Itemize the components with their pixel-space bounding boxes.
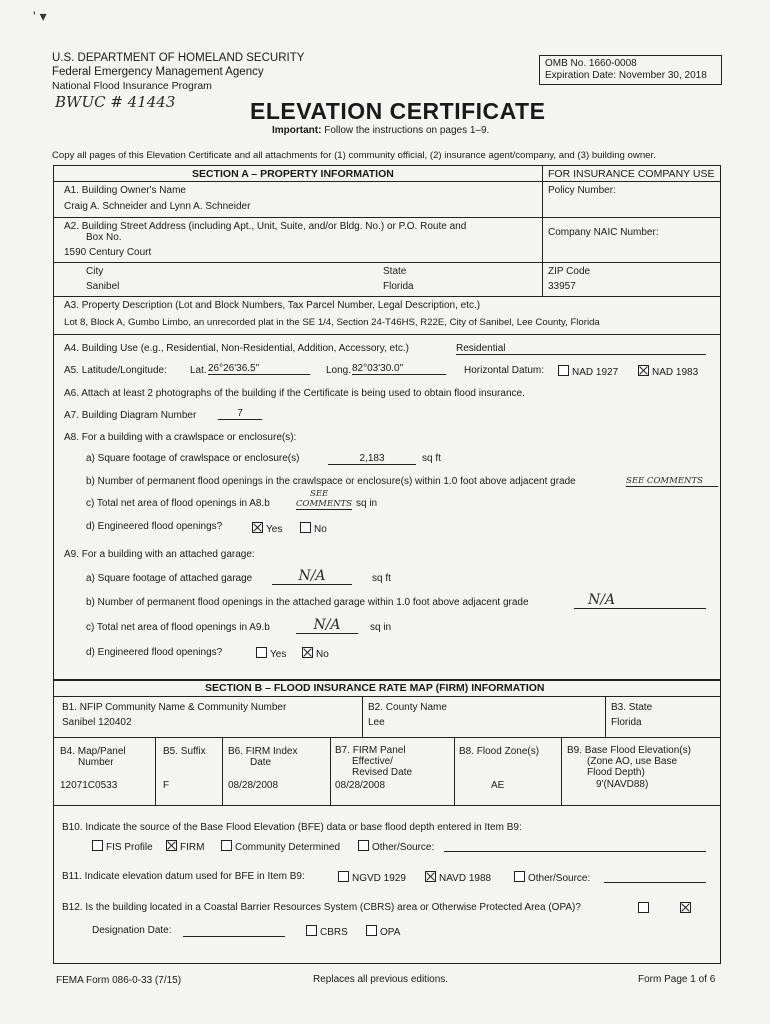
a8c-unit: sq in	[356, 498, 378, 509]
b5-value: F	[163, 780, 170, 791]
a9d-no-label: No	[316, 649, 329, 660]
section-b-heading: SECTION B – FLOOD INSURANCE RATE MAP (FIRM) INFORMATION	[205, 682, 545, 694]
handwritten-file-number: BWUC # 41443	[55, 93, 176, 111]
a8a-value: 2,183	[328, 453, 416, 465]
agency-line-3: National Flood Insurance Program	[52, 80, 212, 92]
b11-label: B11. Indicate elevation datum used for BFE in Item B9:	[62, 871, 305, 882]
a8d-yes-option[interactable]	[252, 522, 282, 535]
agency-line-1: U.S. DEPARTMENT OF HOMELAND SECURITY	[52, 52, 305, 64]
firm-label: FIRM	[180, 842, 205, 853]
a8d-yes-label: Yes	[266, 524, 283, 535]
city-label: City	[86, 266, 104, 277]
b12-no-checkbox[interactable]	[680, 902, 691, 913]
state-value: Florida	[383, 281, 414, 292]
navd1988-checkbox[interactable]	[425, 871, 436, 882]
b10-label: B10. Indicate the source of the Base Flood Elevation (BFE) data or base flood depth entered in Item B9:	[62, 822, 522, 833]
a8c-label: c) Total net area of flood openings in A8.b	[86, 498, 270, 509]
a6-label: A6. Attach at least 2 photographs of the building if the Certificate is being used to obtain flood insurance.	[64, 388, 525, 399]
b6-label-cont: Date	[250, 757, 272, 768]
b10-other-source-checkbox[interactable]	[358, 840, 369, 851]
a3-label: A3. Property Description (Lot and Block Numbers, Tax Parcel Number, Legal Description, etc.)	[64, 300, 481, 311]
a5-label: A5. Latitude/Longitude:	[64, 365, 167, 376]
agency-line-2: Federal Emergency Management Agency	[52, 66, 264, 78]
b4-value: 12071C0533	[60, 780, 118, 791]
b7-label-cont2: Revised Date	[352, 767, 413, 778]
a9b-label: b) Number of permanent flood openings in the attached garage within 1.0 foot above adjacent grade	[86, 597, 529, 608]
b12-yes-option[interactable]	[638, 902, 652, 915]
a9-label: A9. For a building with an attached garage:	[64, 549, 255, 560]
firm-checkbox[interactable]	[166, 840, 177, 851]
expiration-date: Expiration Date: November 30, 2018	[545, 70, 707, 81]
opa-checkbox[interactable]	[366, 925, 377, 936]
fis-profile-option[interactable]	[92, 840, 153, 853]
zip-value: 33957	[548, 281, 576, 292]
a9d-yes-checkbox[interactable]	[256, 647, 267, 658]
community-determined-checkbox[interactable]	[221, 840, 232, 851]
b3-value: Florida	[611, 717, 642, 728]
scan-mark: ' ▾	[33, 8, 47, 24]
b5-label: B5. Suffix	[163, 746, 206, 757]
long-label: Long.	[326, 365, 352, 376]
b9-label-cont2: Flood Depth)	[587, 767, 645, 778]
a9d-yes-label: Yes	[270, 649, 287, 660]
important-text: Follow the instructions on pages 1–9.	[324, 125, 490, 136]
b4-label: B4. Map/Panel	[60, 746, 126, 757]
important-label: Important:	[272, 125, 322, 136]
page-title: ELEVATION CERTIFICATE	[250, 98, 546, 124]
a2-value: 1590 Century Court	[64, 247, 152, 258]
a9d-no-option[interactable]	[302, 647, 329, 660]
omb-number: OMB No. 1660-0008	[545, 58, 637, 69]
b6-value: 08/28/2008	[228, 780, 279, 791]
opa-label: OPA	[380, 927, 401, 938]
b12-label: B12. Is the building located in a Coastal Barrier Resources System (CBRS) area or Otherwise Protected Area (OPA)?	[62, 902, 581, 913]
a7-label: A7. Building Diagram Number	[64, 410, 197, 421]
nad1983-option[interactable]	[638, 365, 698, 378]
b8-value: AE	[491, 780, 505, 791]
b9-value: 9'(NAVD88)	[596, 779, 649, 790]
b3-label: B3. State	[611, 702, 653, 713]
important-note	[272, 125, 489, 136]
long-value: 82°03'30.0"	[352, 363, 446, 375]
a1-value: Craig A. Schneider and Lynn A. Schneider	[64, 201, 251, 212]
naic-label: Company NAIC Number:	[548, 227, 659, 238]
b9-label-cont1: (Zone AO, use Base	[587, 756, 678, 767]
b11-other-source-field[interactable]	[604, 871, 706, 883]
a8d-yes-checkbox[interactable]	[252, 522, 263, 533]
opa-option[interactable]	[366, 925, 400, 938]
a8b-value: SEE COMMENTS	[626, 476, 718, 487]
a9d-no-checkbox[interactable]	[302, 647, 313, 658]
b9-label: B9. Base Flood Elevation(s)	[567, 745, 691, 756]
a9c-label: c) Total net area of flood openings in A9.b	[86, 622, 270, 633]
zip-label: ZIP Code	[548, 266, 591, 277]
replaces-note: Replaces all previous editions.	[313, 974, 449, 985]
a9c-unit: sq in	[370, 622, 392, 633]
copy-instructions: Copy all pages of this Elevation Certificate and all attachments for (1) community official, (2) insurance agent/company, and (3) building owner.	[52, 150, 656, 161]
a8d-no-label: No	[314, 524, 327, 535]
cbrs-option[interactable]	[306, 925, 348, 938]
b10-other-source-option[interactable]	[358, 840, 434, 853]
b11-other-source-checkbox[interactable]	[514, 871, 525, 882]
b12-no-option[interactable]	[680, 902, 694, 915]
page-number: Form Page 1 of 6	[638, 974, 716, 985]
a8a-label: a) Square footage of crawlspace or enclosure(s)	[86, 453, 300, 464]
cbrs-checkbox[interactable]	[306, 925, 317, 936]
a8d-label: d) Engineered flood openings?	[86, 521, 223, 532]
a9a-unit: sq ft	[372, 573, 391, 584]
nad1983-checkbox[interactable]	[638, 365, 649, 376]
a7-value: 7	[218, 408, 262, 420]
b11-other-source-label: Other/Source:	[528, 873, 591, 884]
a9c-value: N/A	[296, 617, 358, 634]
firm-option[interactable]	[166, 840, 204, 853]
a4-value: Residential	[456, 343, 706, 355]
fis-profile-label: FIS Profile	[106, 842, 153, 853]
nad1927-checkbox[interactable]	[558, 365, 569, 376]
community-determined-option[interactable]	[221, 840, 340, 853]
b7-value: 08/28/2008	[335, 780, 386, 791]
a8c-value-line2: COMMENTS	[296, 499, 353, 509]
a2-label-cont: Box No.	[86, 232, 122, 243]
b6-label: B6. FIRM Index	[228, 746, 298, 757]
insurance-company-heading: FOR INSURANCE COMPANY USE	[548, 168, 715, 180]
state-label: State	[383, 266, 407, 277]
designation-date-label: Designation Date:	[92, 925, 172, 936]
policy-number-label: Policy Number:	[548, 185, 616, 196]
a8d-no-checkbox[interactable]	[300, 522, 311, 533]
b1-label: B1. NFIP Community Name & Community Number	[62, 702, 287, 713]
community-determined-label: Community Determined	[235, 842, 341, 853]
b10-other-source-label: Other/Source:	[372, 842, 435, 853]
b7-label: B7. FIRM Panel	[335, 745, 406, 756]
a8a-unit: sq ft	[422, 453, 441, 464]
a8-label: A8. For a building with a crawlspace or enclosure(s):	[64, 432, 297, 443]
nad1927-option[interactable]	[558, 365, 618, 378]
form-number: FEMA Form 086-0-33 (7/15)	[56, 975, 182, 986]
fis-profile-checkbox[interactable]	[92, 840, 103, 851]
b12-yes-checkbox[interactable]	[638, 902, 649, 913]
ngvd1929-checkbox[interactable]	[338, 871, 349, 882]
lat-value: 26°26'36.5"	[208, 363, 310, 375]
lat-label: Lat.	[190, 365, 207, 376]
a9d-label: d) Engineered flood openings?	[86, 647, 223, 658]
navd1988-label: NAVD 1988	[439, 873, 492, 884]
ngvd1929-label: NGVD 1929	[352, 873, 406, 884]
b2-label: B2. County Name	[368, 702, 447, 713]
nad1983-label: NAD 1983	[652, 367, 699, 378]
a2-label: A2. Building Street Address (including Apt., Unit, Suite, and/or Bldg. No.) or P.O. Route and	[64, 221, 467, 232]
a9d-yes-option[interactable]	[256, 647, 286, 660]
horizontal-datum-label: Horizontal Datum:	[464, 365, 545, 376]
a4-label: A4. Building Use (e.g., Residential, Non-Residential, Addition, Accessory, etc.)	[64, 343, 409, 354]
nad1927-label: NAD 1927	[572, 367, 619, 378]
b2-value: Lee	[368, 717, 385, 728]
city-value: Sanibel	[86, 281, 120, 292]
section-a-heading: SECTION A – PROPERTY INFORMATION	[192, 168, 394, 180]
a9b-value: N/A	[574, 592, 706, 609]
b1-value: Sanibel 120402	[62, 717, 132, 728]
designation-date-field[interactable]	[183, 925, 285, 937]
b11-other-source-option[interactable]	[514, 871, 590, 884]
b7-label-cont1: Effective/	[352, 756, 393, 767]
b8-label: B8. Flood Zone(s)	[459, 746, 540, 757]
b4-label-cont: Number	[78, 757, 114, 768]
a9a-label: a) Square footage of attached garage	[86, 573, 253, 584]
a8d-no-option[interactable]	[300, 522, 327, 535]
a3-value: Lot 8, Block A, Gumbo Limbo, an unrecorded plat in the SE 1/4, Section 24-T46HS, R22E, City of Sanibel, Lee County, Florida	[64, 317, 600, 328]
navd1988-option[interactable]	[425, 871, 491, 884]
a1-label: A1. Building Owner's Name	[64, 185, 186, 196]
a8c-value-line1: SEE	[310, 489, 329, 499]
a8b-label: b) Number of permanent flood openings in the crawlspace or enclosure(s) within 1.0 foot above adjacent grade	[86, 476, 576, 487]
ngvd1929-option[interactable]	[338, 871, 406, 884]
a9a-value: N/A	[272, 568, 352, 585]
b10-other-source-field[interactable]	[444, 840, 706, 852]
cbrs-label: CBRS	[320, 927, 348, 938]
